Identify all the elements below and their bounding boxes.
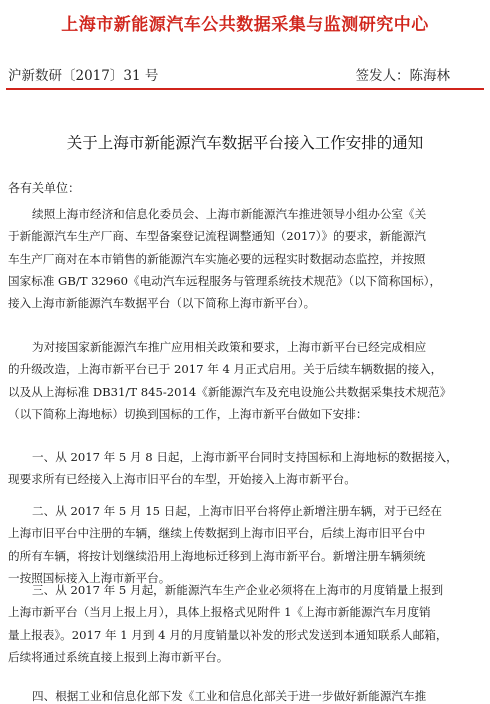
- paragraph-line: 三、从 2017 年 5 月起，新能源汽车生产企业必须将在上海市的月度销量上报到: [32, 583, 444, 597]
- paragraph-line: 后续将通过系统直接上报到上海市新平台。: [8, 649, 229, 664]
- signer: 签发人：陈海林: [355, 68, 450, 84]
- document-number: 沪新数研〔2017〕31 号: [8, 68, 159, 84]
- paragraph-line: 一、从 2017 年 5 月 8 日起，上海市新平台同时支持国标和上海地标的数据接入，: [32, 450, 458, 464]
- paragraph-line: 一按照国标接入上海市新平台。: [8, 570, 171, 585]
- paragraph-line: 二、从 2017 年 5 月 15 日起，上海市旧平台将停止新增注册车辆，对于已经在: [32, 504, 442, 518]
- paragraph-line: 续照上海市经济和信息化委员会、上海市新能源汽车推进领导小组办公室《关: [32, 207, 427, 221]
- paragraph-line: 的所有车辆，将按计划继续沿用上海地标迁移到上海市新平台。新增注册车辆须统: [8, 548, 426, 563]
- paragraph-line: 四、根据工业和信息化部下发《工业和信息化部关于进一步做好新能源汽车推: [32, 689, 427, 703]
- paragraph-line: 现要求所有已经接入上海市旧平台的车型，开始接入上海市新平台。: [8, 472, 356, 487]
- paragraph-line: 上海市旧平台中注册的车辆，继续上传数据到上海市旧平台，后续上海市旧平台中: [8, 526, 426, 541]
- paragraph-line: 为对接国家新能源汽车推广应用相关政策和要求，上海市新平台已经完成相应: [32, 340, 427, 354]
- salutation: 各有关单位：: [8, 181, 81, 195]
- paragraph-line: 国家标准 GB/T 32960《电动汽车远程服务与管理系统技术规范》（以下简称国标），: [8, 273, 442, 288]
- paragraph-line: 以及从上海标准 DB31/T 845-2014《新能源汽车及充电设施公共数据采集技术规范》: [8, 384, 452, 399]
- paragraph-line: （以下简称上海地标）切换到国标的工作，上海市新平台做如下安排：: [8, 406, 368, 421]
- paragraph-line: 的升级改造，上海市新平台已于 2017 年 4 月正式启用。关于后续车辆数据的接入，: [8, 362, 443, 377]
- paragraph-line: 车生产厂商对在本市销售的新能源汽车实施必要的远程实时数据动态监控，并按照: [8, 251, 426, 266]
- document-title: 关于上海市新能源汽车数据平台接入工作安排的通知: [66, 134, 424, 152]
- paragraph-line: 接入上海市新能源汽车数据平台（以下简称上海市新平台）。: [8, 296, 316, 311]
- organization-name: 上海市新能源汽车公共数据采集与监测研究中心: [61, 15, 429, 35]
- paragraph-line: 于新能源汽车生产厂商、车型备案登记流程调整通知（2017）》的要求，新能源汽: [8, 229, 426, 244]
- paragraph-line: 上海市新平台（当月上报上月），具体上报格式见附件 1《上海市新能源汽车月度销: [8, 605, 431, 620]
- paragraph-line: 量上报表》。2017 年 1 月到 4 月的月度销量以补发的形式发送到本通知联系人邮箱，: [8, 627, 448, 642]
- red-divider: [6, 88, 484, 90]
- document-header-line: [8, 64, 482, 84]
